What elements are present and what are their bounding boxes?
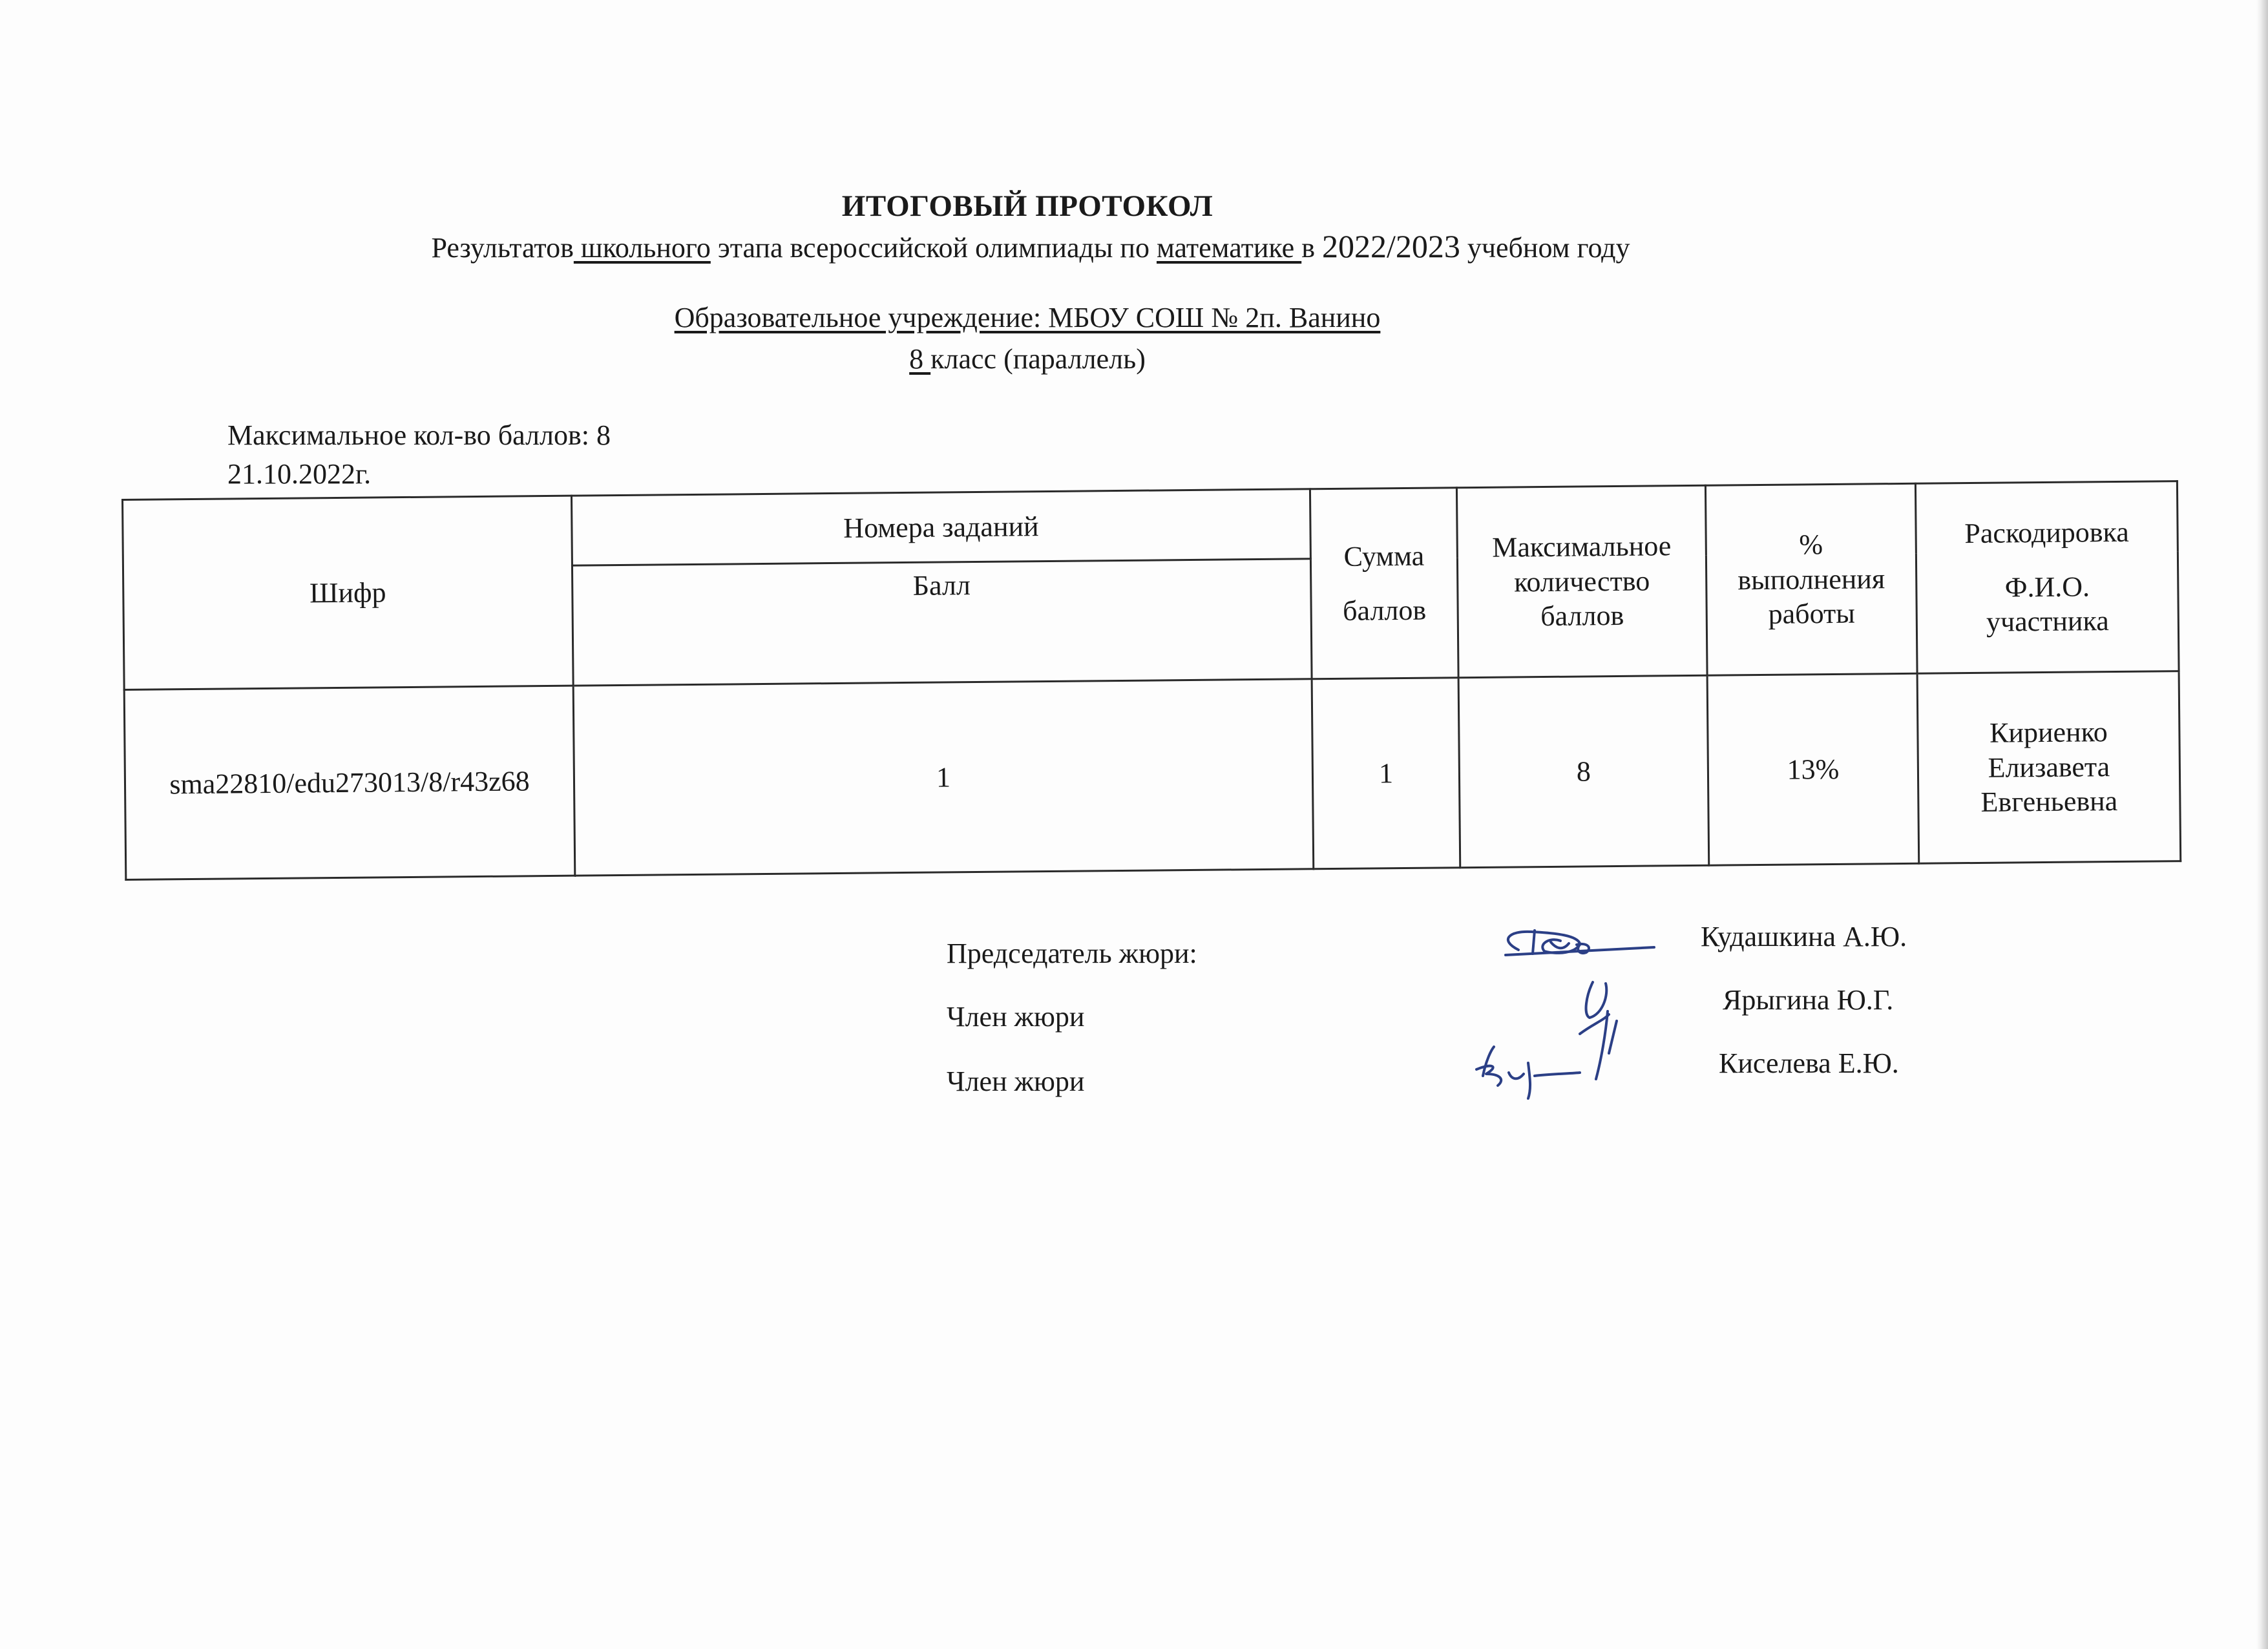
grade-number: 8 bbox=[909, 343, 931, 375]
header-pct-line3: работы bbox=[1768, 597, 1856, 631]
subtitle-subject: математике bbox=[1156, 232, 1302, 264]
header-pct-line1: % bbox=[1799, 529, 1823, 561]
header-sum-line1: Сумма bbox=[1343, 540, 1425, 572]
header-max-line2: количество bbox=[1514, 565, 1650, 598]
subtitle-year: 2022/2023 bbox=[1321, 228, 1460, 264]
header-max-line1: Максимальное bbox=[1491, 530, 1672, 563]
cell-sum: 1 bbox=[1312, 678, 1460, 869]
member2-name: Киселева Е.Ю. bbox=[1719, 1047, 1899, 1079]
handwritten-signatures-icon bbox=[1447, 905, 1706, 1137]
subtitle-part2: этапа всероссийской олимпиады по bbox=[710, 232, 1157, 264]
header-pct-line2: выполнения bbox=[1738, 562, 1885, 596]
cell-name-line2: Елизавета bbox=[1988, 750, 2110, 784]
member2-label: Член жюри bbox=[947, 1066, 1085, 1097]
header-sum-line2: баллов bbox=[1342, 594, 1427, 627]
subtitle-part4: учебном году bbox=[1460, 232, 1630, 264]
header-name-line3: участника bbox=[1986, 605, 2109, 638]
header-max-line3: баллов bbox=[1540, 600, 1624, 633]
cell-name-line1: Кириенко bbox=[1989, 716, 2108, 749]
cell-percent: 13% bbox=[1707, 673, 1919, 865]
max-points: Максимальное кол-во баллов: 8 bbox=[227, 419, 611, 451]
cell-code: sma22810/edu273013/8/r43z68 bbox=[124, 686, 575, 879]
member1-name: Ярыгина Ю.Г. bbox=[1723, 984, 1894, 1016]
cell-max: 8 bbox=[1458, 675, 1709, 867]
header-name-line1: Раскодировка bbox=[1964, 516, 2129, 550]
header-score: Балл bbox=[572, 559, 1312, 686]
header-name-line2: Ф.И.О. bbox=[2004, 571, 2090, 604]
header-task-numbers: Номера заданий bbox=[571, 489, 1310, 565]
protocol-title: ИТОГОВЫЙ ПРОТОКОЛ bbox=[841, 189, 1213, 223]
cell-score: 1 bbox=[573, 679, 1314, 876]
header-code: Шифр bbox=[123, 496, 574, 689]
protocol-date: 21.10.2022г. bbox=[227, 458, 372, 490]
chair-label: Председатель жюри: bbox=[947, 938, 1197, 969]
subtitle-level: школьного bbox=[573, 232, 711, 264]
chair-name: Кудашкина А.Ю. bbox=[1701, 921, 1907, 952]
cell-name-line3: Евгеньевна bbox=[1980, 785, 2118, 819]
subtitle-part3: в bbox=[1301, 232, 1322, 264]
grade-text: класс (параллель) bbox=[930, 343, 1146, 375]
member1-label: Член жюри bbox=[947, 1001, 1085, 1033]
school-name: Образовательное учреждение: МБОУ СОШ № 2п. Ванино bbox=[674, 302, 1381, 333]
subtitle-part1: Результатов bbox=[431, 232, 574, 264]
